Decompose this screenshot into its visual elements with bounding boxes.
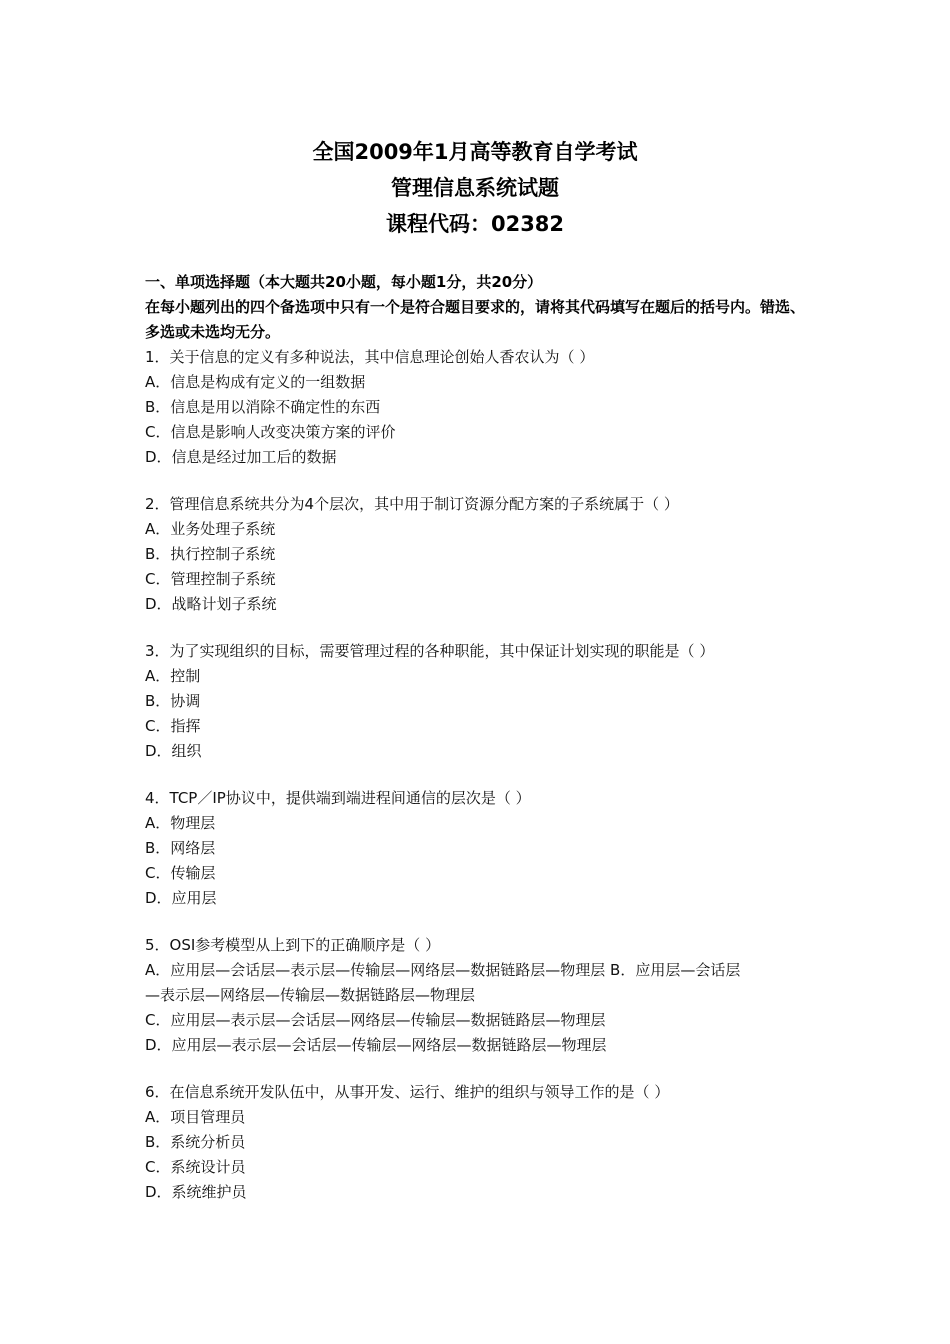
option-a: A．控制 [145,667,201,685]
option-a: A．项目管理员 [145,1108,246,1126]
question-stem: 6．在信息系统开发队伍中，从事开发、运行、维护的组织与领导工作的是（ ） [145,1083,670,1101]
question-4 [145,786,815,911]
option-b-continued: —表示层—网络层—传输层—数据链路层—物理层 [145,986,476,1004]
option-b: B．执行控制子系统 [145,545,276,563]
option-b: B．协调 [145,692,201,710]
option-d: D．信息是经过加工后的数据 [145,448,337,466]
question-2 [145,492,815,617]
option-a: A．信息是构成有定义的一组数据 [145,373,366,391]
section-heading: 一、单项选择题（本大题共20小题，每小题1分，共20分） [145,273,543,291]
option-c: C．信息是影响人改变决策方案的评价 [145,423,396,441]
option-c: C．应用层—表示层—会话层—网络层—传输层—数据链路层—物理层 [145,1011,606,1029]
exam-content [145,270,815,1205]
subject-title: 管理信息系统试题 [391,176,559,200]
question-stem: 1．关于信息的定义有多种说法，其中信息理论创始人香农认为（ ） [145,348,595,366]
option-c: C．管理控制子系统 [145,570,276,588]
question-3 [145,639,815,764]
question-stem: 2．管理信息系统共分为4个层次，其中用于制订资源分配方案的子系统属于（ ） [145,495,679,513]
question-stem: 3．为了实现组织的目标，需要管理过程的各种职能，其中保证计划实现的职能是（ ） [145,642,715,660]
question-stem: 4．TCP／IP协议中，提供端到端进程间通信的层次是（ ） [145,789,531,807]
question-1 [145,345,815,470]
question-stem: 5．OSI参考模型从上到下的正确顺序是（ ） [145,936,441,954]
question-5 [145,933,815,1058]
option-a-b-line: A．应用层—会话层—表示层—传输层—网络层—数据链路层—物理层 B．应用层—会话层 [145,961,741,979]
option-d: D．组织 [145,742,202,760]
option-b: B．信息是用以消除不确定性的东西 [145,398,381,416]
course-code: 课程代码：02382 [385,212,565,236]
option-d: D．应用层 [145,889,217,907]
question-6 [145,1080,815,1205]
section-instructions: 在每小题列出的四个备选项中只有一个是符合题目要求的，请将其代码填写在题后的括号内。错选、多选或未选均无分。 [145,298,806,341]
option-d: D．战略计划子系统 [145,595,277,613]
option-b: B．网络层 [145,839,216,857]
option-b: B．系统分析员 [145,1133,246,1151]
option-d: D．应用层—表示层—会话层—传输层—网络层—数据链路层—物理层 [145,1036,607,1054]
option-d: D．系统维护员 [145,1183,247,1201]
exam-title: 全国2009年1月高等教育自学考试 [312,140,638,164]
option-a: A．物理层 [145,814,216,832]
option-c: C．传输层 [145,864,216,882]
option-a: A．业务处理子系统 [145,520,276,538]
option-c: C．系统设计员 [145,1158,246,1176]
option-c: C．指挥 [145,717,201,735]
document-title-block [0,134,950,242]
